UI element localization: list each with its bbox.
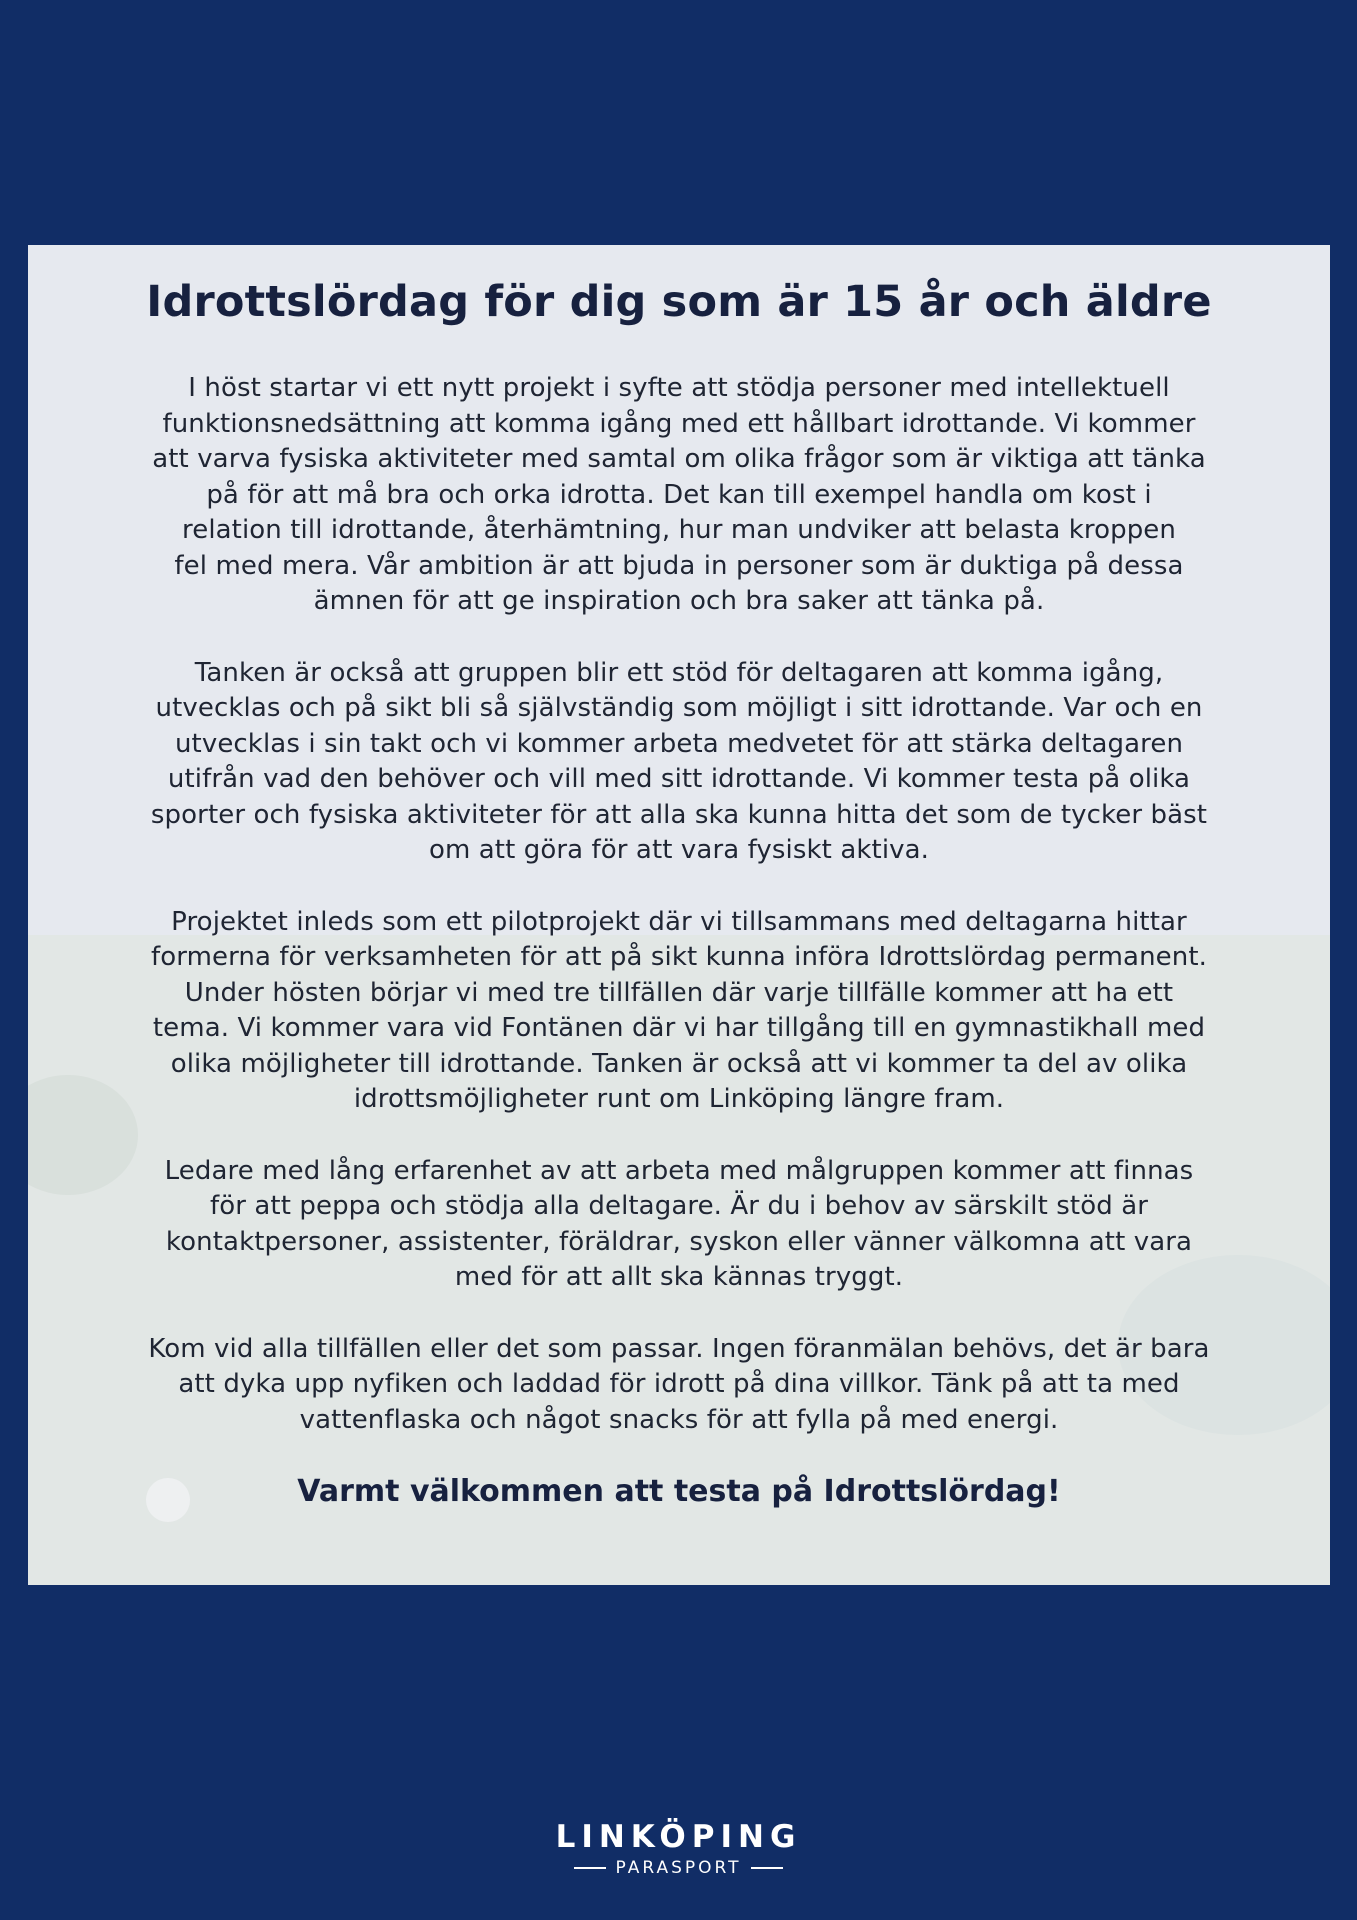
logo-divider-left — [574, 1867, 606, 1869]
logo-subline — [574, 1858, 784, 1878]
paragraph-leaders: Ledare med lång erfarenhet av att arbeta med målgruppen kommer att finnas för att peppa och stödja alla deltagare. Är du i behov av särskilt stöd är kontaktpersoner, assistenter, föräldrar, syskon eller vänner välkomna att vara med för att allt ska kännas tryggt. — [164, 1155, 1194, 1292]
brand-logo — [0, 1820, 1357, 1878]
paragraph-attendance: Kom vid alla tillfällen eller det som passar. Ingen föranmälan behövs, det är bara att dyka upp nyfiken och laddad för idrott på dina villkor. Tänk på att ta med vattenflaska och något snacks för att fylla på med energi. — [148, 1333, 1210, 1435]
paragraph-intro: I höst startar vi ett nytt projekt i syfte att stödja personer med intellektuell funktionsnedsättning att komma igång med ett hållbart idrottande. Vi kommer att varva fysiska aktiviteter med samtal om olika frågor som är viktiga att tänka på för att må bra och orka idrotta. Det kan till exempel handla om kost i relation till idrottande, återhämtning, hur man undviker att belasta kroppen fel med mera. Vår ambition är att bjuda in personer som är duktiga på dessa ämnen för att ge inspiration och bra saker att tänka på. — [152, 373, 1206, 616]
logo-subtitle: PARASPORT — [615, 1858, 742, 1878]
paragraph-group: Tanken är också att gruppen blir ett stöd för deltagaren att komma igång, utvecklas och på sikt bli så självständig som möjligt i sitt idrottande. Var och en utvecklas i sin takt och vi kommer arbeta medvetet för att stärka deltagaren utifrån vad den behöver och vill med sitt idrottande. Vi kommer testa på olika sporter och fysiska aktiviteter för att alla ska kunna hitta det som de tycker bäst om att göra för att vara fysiskt aktiva. — [150, 657, 1208, 865]
logo-divider-right — [751, 1867, 783, 1869]
info-panel — [28, 245, 1330, 1585]
closing-line: Varmt välkommen att testa på Idrottslördag! — [297, 1474, 1061, 1509]
page-title: Idrottslördag för dig som är 15 år och äldre — [146, 277, 1212, 327]
logo-wordmark: LINKÖPING — [555, 1819, 802, 1855]
paragraph-pilot: Projektet inleds som ett pilotprojekt där vi tillsammans med deltagarna hittar formerna för verksamheten för att på sikt kunna införa Idrottslördag permanent. Under hösten börjar vi med tre tillfällen där varje tillfälle kommer att ha ett tema. Vi kommer vara vid Fontänen där vi har tillgång till en gymnastikhall med olika möjligheter till idrottande. Tanken är också att vi kommer ta del av olika idrottsmöjligheter runt om Linköping längre fram. — [150, 906, 1207, 1114]
